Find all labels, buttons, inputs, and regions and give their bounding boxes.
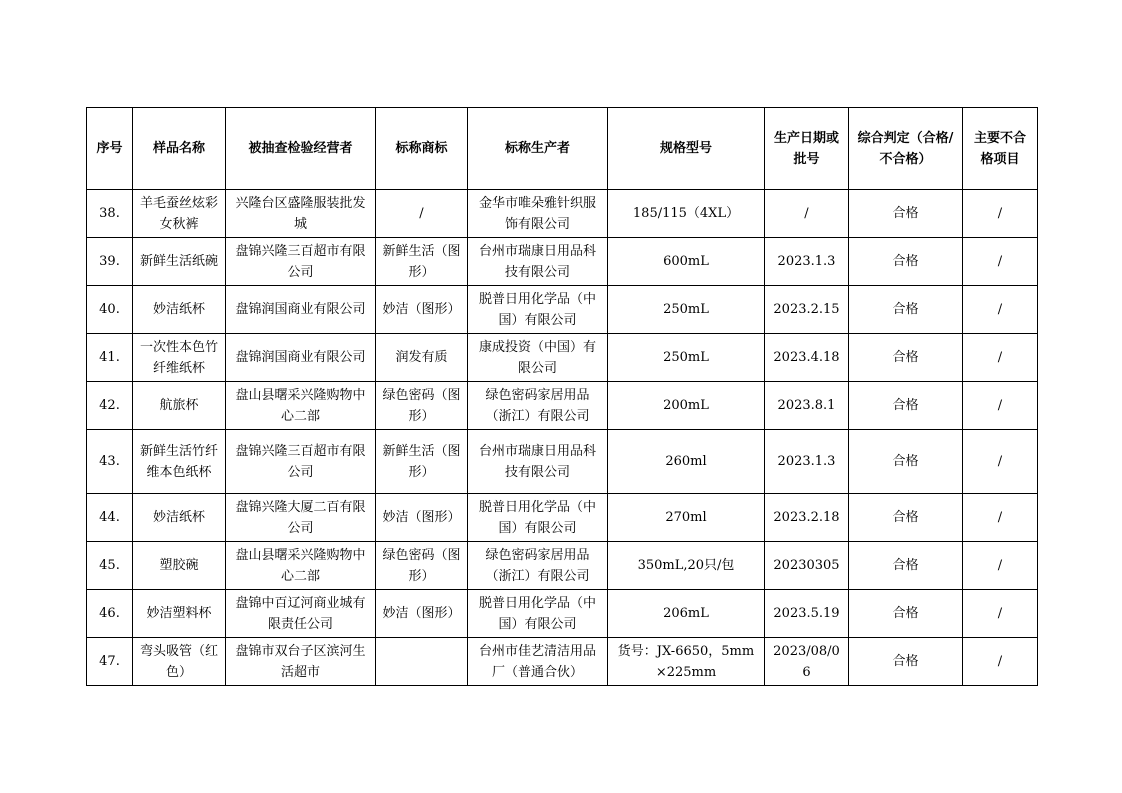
row-no: 46. <box>87 590 133 638</box>
row-date: / <box>765 190 849 238</box>
header-manufacturer: 标称生产者 <box>468 108 608 190</box>
row-spec: 260ml <box>608 430 765 494</box>
row-seller: 盘锦兴隆三百超市有限公司 <box>226 430 376 494</box>
row-result: 合格 <box>849 494 963 542</box>
row-manufacturer: 康成投资（中国）有限公司 <box>468 334 608 382</box>
table-row <box>87 238 1038 286</box>
row-result: 合格 <box>849 334 963 382</box>
row-brand: 妙洁（图形） <box>376 494 468 542</box>
row-date: 2023/08/06 <box>765 638 849 686</box>
row-seller: 盘锦兴隆大厦二百有限公司 <box>226 494 376 542</box>
row-result: 合格 <box>849 638 963 686</box>
row-no: 42. <box>87 382 133 430</box>
row-date: 2023.5.19 <box>765 590 849 638</box>
row-result: 合格 <box>849 286 963 334</box>
row-date: 2023.8.1 <box>765 382 849 430</box>
row-brand: 新鲜生活（图形） <box>376 430 468 494</box>
row-defects: / <box>963 334 1038 382</box>
row-spec: 185/115（4XL） <box>608 190 765 238</box>
row-no: 45. <box>87 542 133 590</box>
row-defects: / <box>963 638 1038 686</box>
row-seller: 盘锦润国商业有限公司 <box>226 334 376 382</box>
row-manufacturer: 脱普日用化学品（中国）有限公司 <box>468 286 608 334</box>
row-date: 2023.4.18 <box>765 334 849 382</box>
row-seller: 盘锦润国商业有限公司 <box>226 286 376 334</box>
row-defects: / <box>963 382 1038 430</box>
row-spec: 250mL <box>608 286 765 334</box>
row-sample-name: 妙洁塑料杯 <box>133 590 226 638</box>
row-spec: 206mL <box>608 590 765 638</box>
row-defects: / <box>963 238 1038 286</box>
row-result: 合格 <box>849 542 963 590</box>
row-spec: 270ml <box>608 494 765 542</box>
row-seller: 兴隆台区盛隆服装批发城 <box>226 190 376 238</box>
row-brand: 新鲜生活（图形） <box>376 238 468 286</box>
row-seller: 盘山县曙采兴隆购物中心二部 <box>226 382 376 430</box>
table-row <box>87 382 1038 430</box>
row-defects: / <box>963 286 1038 334</box>
row-manufacturer: 台州市瑞康日用品科技有限公司 <box>468 430 608 494</box>
row-brand: / <box>376 190 468 238</box>
row-spec: 600mL <box>608 238 765 286</box>
row-seller: 盘锦兴隆三百超市有限公司 <box>226 238 376 286</box>
row-no: 43. <box>87 430 133 494</box>
row-brand: 绿色密码（图形） <box>376 542 468 590</box>
row-no: 47. <box>87 638 133 686</box>
row-result: 合格 <box>849 382 963 430</box>
table-row <box>87 430 1038 494</box>
row-defects: / <box>963 590 1038 638</box>
row-date: 20230305 <box>765 542 849 590</box>
row-brand: 绿色密码（图形） <box>376 382 468 430</box>
row-spec: 200mL <box>608 382 765 430</box>
row-brand: 妙洁（图形） <box>376 286 468 334</box>
table-row <box>87 190 1038 238</box>
row-manufacturer: 台州市佳艺清洁用品厂（普通合伙） <box>468 638 608 686</box>
row-date: 2023.1.3 <box>765 238 849 286</box>
header-result: 综合判定（合格/不合格） <box>849 108 963 190</box>
row-seller: 盘锦市双台子区滨河生活超市 <box>226 638 376 686</box>
row-manufacturer: 脱普日用化学品（中国）有限公司 <box>468 494 608 542</box>
row-brand: 妙洁（图形） <box>376 590 468 638</box>
header-date: 生产日期或批号 <box>765 108 849 190</box>
row-manufacturer: 绿色密码家居用品（浙江）有限公司 <box>468 382 608 430</box>
table-row <box>87 542 1038 590</box>
row-no: 40. <box>87 286 133 334</box>
row-seller: 盘山县曙采兴隆购物中心二部 <box>226 542 376 590</box>
row-sample-name: 塑胶碗 <box>133 542 226 590</box>
row-date: 2023.2.18 <box>765 494 849 542</box>
table-row <box>87 494 1038 542</box>
row-sample-name: 航旅杯 <box>133 382 226 430</box>
table-row <box>87 590 1038 638</box>
row-result: 合格 <box>849 430 963 494</box>
table-header-row <box>87 108 1038 190</box>
row-seller: 盘锦中百辽河商业城有限责任公司 <box>226 590 376 638</box>
row-spec: 250mL <box>608 334 765 382</box>
row-sample-name: 新鲜生活纸碗 <box>133 238 226 286</box>
row-sample-name: 妙洁纸杯 <box>133 494 226 542</box>
row-date: 2023.1.3 <box>765 430 849 494</box>
row-manufacturer: 绿色密码家居用品（浙江）有限公司 <box>468 542 608 590</box>
header-seller: 被抽查检验经营者 <box>226 108 376 190</box>
row-no: 44. <box>87 494 133 542</box>
row-date: 2023.2.15 <box>765 286 849 334</box>
row-no: 38. <box>87 190 133 238</box>
table-row <box>87 638 1038 686</box>
row-no: 39. <box>87 238 133 286</box>
row-spec: 350mL,20只/包 <box>608 542 765 590</box>
row-spec: 货号：JX-6650，5mm×225mm <box>608 638 765 686</box>
header-sample-name: 样品名称 <box>133 108 226 190</box>
header-defects: 主要不合格项目 <box>963 108 1038 190</box>
row-result: 合格 <box>849 238 963 286</box>
row-sample-name: 妙洁纸杯 <box>133 286 226 334</box>
row-result: 合格 <box>849 590 963 638</box>
table-row <box>87 334 1038 382</box>
header-brand: 标称商标 <box>376 108 468 190</box>
row-sample-name: 弯头吸管（红色） <box>133 638 226 686</box>
row-result: 合格 <box>849 190 963 238</box>
row-sample-name: 羊毛蚕丝炫彩女秋裤 <box>133 190 226 238</box>
row-brand: 润发有质 <box>376 334 468 382</box>
inspection-results-table <box>86 107 1038 686</box>
row-brand <box>376 638 468 686</box>
row-manufacturer: 脱普日用化学品（中国）有限公司 <box>468 590 608 638</box>
row-sample-name: 一次性本色竹纤维纸杯 <box>133 334 226 382</box>
header-spec: 规格型号 <box>608 108 765 190</box>
header-no: 序号 <box>87 108 133 190</box>
row-defects: / <box>963 190 1038 238</box>
row-defects: / <box>963 430 1038 494</box>
row-sample-name: 新鲜生活竹纤维本色纸杯 <box>133 430 226 494</box>
row-no: 41. <box>87 334 133 382</box>
row-manufacturer: 台州市瑞康日用品科技有限公司 <box>468 238 608 286</box>
row-defects: / <box>963 494 1038 542</box>
table-row <box>87 286 1038 334</box>
row-defects: / <box>963 542 1038 590</box>
row-manufacturer: 金华市唯朵雅针织服饰有限公司 <box>468 190 608 238</box>
